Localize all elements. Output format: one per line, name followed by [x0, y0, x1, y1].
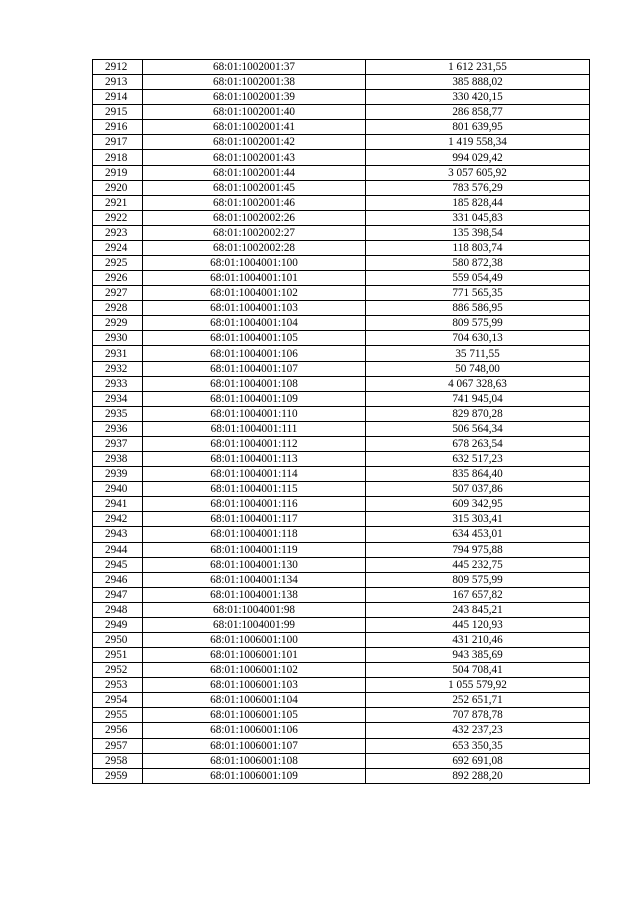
row-number-cell: 2923 [93, 225, 143, 240]
table-row [93, 271, 590, 286]
cadastral-value-cell: 943 385,69 [366, 648, 590, 663]
table-row [93, 753, 590, 768]
cadastral-number-cell: 68:01:1002001:37 [143, 60, 366, 75]
row-number-cell: 2915 [93, 105, 143, 120]
cadastral-number-cell: 68:01:1004001:103 [143, 301, 366, 316]
cadastral-number-cell: 68:01:1006001:109 [143, 768, 366, 783]
row-number-cell: 2935 [93, 406, 143, 421]
table-row [93, 180, 590, 195]
cadastral-value-cell: 135 398,54 [366, 225, 590, 240]
table-row [93, 768, 590, 783]
row-number-cell: 2938 [93, 452, 143, 467]
cadastral-number-cell: 68:01:1004001:119 [143, 542, 366, 557]
row-number-cell: 2932 [93, 361, 143, 376]
cadastral-number-cell: 68:01:1006001:101 [143, 648, 366, 663]
row-number-cell: 2921 [93, 195, 143, 210]
cadastral-value-cell: 330 420,15 [366, 90, 590, 105]
cadastral-value-cell: 835 864,40 [366, 467, 590, 482]
cadastral-value-cell: 185 828,44 [366, 195, 590, 210]
cadastral-value-cell: 4 067 328,63 [366, 376, 590, 391]
cadastral-number-cell: 68:01:1004001:116 [143, 497, 366, 512]
cadastral-value-cell: 809 575,99 [366, 572, 590, 587]
row-number-cell: 2930 [93, 331, 143, 346]
cadastral-number-cell: 68:01:1004001:110 [143, 406, 366, 421]
table-row [93, 482, 590, 497]
cadastral-number-cell: 68:01:1002001:43 [143, 150, 366, 165]
table-row [93, 60, 590, 75]
table-row [93, 723, 590, 738]
table-row [93, 436, 590, 451]
row-number-cell: 2947 [93, 587, 143, 602]
table-row [93, 256, 590, 271]
cadastral-number-cell: 68:01:1002002:28 [143, 240, 366, 255]
cadastral-number-cell: 68:01:1004001:102 [143, 286, 366, 301]
row-number-cell: 2950 [93, 632, 143, 647]
cadastral-value-cell: 432 237,23 [366, 723, 590, 738]
cadastral-value-cell: 678 263,54 [366, 436, 590, 451]
table-row [93, 708, 590, 723]
cadastral-value-cell: 609 342,95 [366, 497, 590, 512]
table-row [93, 572, 590, 587]
table-row [93, 632, 590, 647]
cadastral-value-cell: 315 303,41 [366, 512, 590, 527]
cadastral-number-cell: 68:01:1002001:38 [143, 75, 366, 90]
table-row [93, 361, 590, 376]
cadastral-number-cell: 68:01:1002001:42 [143, 135, 366, 150]
row-number-cell: 2936 [93, 421, 143, 436]
cadastral-value-cell: 1 419 558,34 [366, 135, 590, 150]
cadastral-number-cell: 68:01:1006001:100 [143, 632, 366, 647]
cadastral-value-cell: 801 639,95 [366, 120, 590, 135]
cadastral-number-cell: 68:01:1002002:27 [143, 225, 366, 240]
table-row [93, 225, 590, 240]
table-row [93, 301, 590, 316]
cadastral-number-cell: 68:01:1004001:114 [143, 467, 366, 482]
row-number-cell: 2954 [93, 693, 143, 708]
table-row [93, 587, 590, 602]
row-number-cell: 2929 [93, 316, 143, 331]
row-number-cell: 2955 [93, 708, 143, 723]
cadastral-value-cell: 167 657,82 [366, 587, 590, 602]
row-number-cell: 2958 [93, 753, 143, 768]
row-number-cell: 2945 [93, 557, 143, 572]
cadastral-number-cell: 68:01:1002001:39 [143, 90, 366, 105]
cadastral-value-cell: 507 037,86 [366, 482, 590, 497]
cadastral-value-cell: 809 575,99 [366, 316, 590, 331]
cadastral-value-cell: 252 651,71 [366, 693, 590, 708]
cadastral-value-cell: 653 350,35 [366, 738, 590, 753]
cadastral-value-cell: 286 858,77 [366, 105, 590, 120]
cadastral-number-cell: 68:01:1004001:106 [143, 346, 366, 361]
row-number-cell: 2927 [93, 286, 143, 301]
row-number-cell: 2959 [93, 768, 143, 783]
cadastral-number-cell: 68:01:1004001:130 [143, 557, 366, 572]
cadastral-value-cell: 506 564,34 [366, 421, 590, 436]
row-number-cell: 2916 [93, 120, 143, 135]
table-row [93, 467, 590, 482]
table-row [93, 150, 590, 165]
cadastral-number-cell: 68:01:1002001:46 [143, 195, 366, 210]
row-number-cell: 2951 [93, 648, 143, 663]
cadastral-value-cell: 445 120,93 [366, 617, 590, 632]
row-number-cell: 2948 [93, 602, 143, 617]
row-number-cell: 2919 [93, 165, 143, 180]
row-number-cell: 2926 [93, 271, 143, 286]
cadastral-value-cell: 1 055 579,92 [366, 678, 590, 693]
cadastral-number-cell: 68:01:1006001:108 [143, 753, 366, 768]
cadastral-number-cell: 68:01:1004001:101 [143, 271, 366, 286]
cadastral-number-cell: 68:01:1004001:113 [143, 452, 366, 467]
table-row [93, 421, 590, 436]
table-row [93, 738, 590, 753]
row-number-cell: 2939 [93, 467, 143, 482]
row-number-cell: 2922 [93, 210, 143, 225]
cadastral-value-cell: 886 586,95 [366, 301, 590, 316]
table-row [93, 602, 590, 617]
cadastral-number-cell: 68:01:1002001:41 [143, 120, 366, 135]
cadastral-value-cell: 704 630,13 [366, 331, 590, 346]
cadastral-value-cell: 783 576,29 [366, 180, 590, 195]
table-row [93, 331, 590, 346]
cadastral-number-cell: 68:01:1004001:118 [143, 527, 366, 542]
table-row [93, 512, 590, 527]
cadastral-value-cell: 829 870,28 [366, 406, 590, 421]
cadastral-value-cell: 741 945,04 [366, 391, 590, 406]
table-row [93, 557, 590, 572]
table-row [93, 663, 590, 678]
cadastral-value-cell: 243 845,21 [366, 602, 590, 617]
table-row [93, 376, 590, 391]
row-number-cell: 2931 [93, 346, 143, 361]
cadastral-value-cell: 385 888,02 [366, 75, 590, 90]
row-number-cell: 2953 [93, 678, 143, 693]
table-row [93, 678, 590, 693]
row-number-cell: 2933 [93, 376, 143, 391]
cadastral-number-cell: 68:01:1002001:45 [143, 180, 366, 195]
cadastral-value-cell: 994 029,42 [366, 150, 590, 165]
cadastral-value-cell: 445 232,75 [366, 557, 590, 572]
cadastral-value-cell: 559 054,49 [366, 271, 590, 286]
cadastral-value-cell: 632 517,23 [366, 452, 590, 467]
table-row [93, 120, 590, 135]
cadastral-value-cell: 50 748,00 [366, 361, 590, 376]
cadastral-number-cell: 68:01:1006001:104 [143, 693, 366, 708]
row-number-cell: 2928 [93, 301, 143, 316]
cadastral-number-cell: 68:01:1002001:44 [143, 165, 366, 180]
row-number-cell: 2918 [93, 150, 143, 165]
row-number-cell: 2934 [93, 391, 143, 406]
table-row [93, 240, 590, 255]
cadastral-number-cell: 68:01:1006001:105 [143, 708, 366, 723]
cadastral-value-cell: 431 210,46 [366, 632, 590, 647]
table-body [93, 60, 590, 784]
cadastral-number-cell: 68:01:1006001:106 [143, 723, 366, 738]
row-number-cell: 2943 [93, 527, 143, 542]
table-row [93, 391, 590, 406]
cadastral-number-cell: 68:01:1006001:103 [143, 678, 366, 693]
cadastral-value-cell: 794 975,88 [366, 542, 590, 557]
cadastral-value-table [92, 59, 590, 784]
row-number-cell: 2912 [93, 60, 143, 75]
cadastral-number-cell: 68:01:1004001:115 [143, 482, 366, 497]
row-number-cell: 2914 [93, 90, 143, 105]
cadastral-value-cell: 35 711,55 [366, 346, 590, 361]
cadastral-number-cell: 68:01:1004001:112 [143, 436, 366, 451]
row-number-cell: 2942 [93, 512, 143, 527]
row-number-cell: 2917 [93, 135, 143, 150]
table-row [93, 75, 590, 90]
table-row [93, 497, 590, 512]
cadastral-number-cell: 68:01:1002001:40 [143, 105, 366, 120]
table-row [93, 286, 590, 301]
cadastral-value-cell: 771 565,35 [366, 286, 590, 301]
table-row [93, 165, 590, 180]
row-number-cell: 2944 [93, 542, 143, 557]
table-row [93, 105, 590, 120]
table-row [93, 135, 590, 150]
table-row [93, 527, 590, 542]
row-number-cell: 2925 [93, 256, 143, 271]
row-number-cell: 2924 [93, 240, 143, 255]
cadastral-number-cell: 68:01:1004001:98 [143, 602, 366, 617]
cadastral-value-cell: 692 691,08 [366, 753, 590, 768]
table-row [93, 90, 590, 105]
table-row [93, 542, 590, 557]
cadastral-value-cell: 1 612 231,55 [366, 60, 590, 75]
cadastral-number-cell: 68:01:1006001:102 [143, 663, 366, 678]
cadastral-number-cell: 68:01:1004001:109 [143, 391, 366, 406]
table-row [93, 346, 590, 361]
row-number-cell: 2941 [93, 497, 143, 512]
row-number-cell: 2956 [93, 723, 143, 738]
cadastral-number-cell: 68:01:1006001:107 [143, 738, 366, 753]
row-number-cell: 2920 [93, 180, 143, 195]
cadastral-value-cell: 707 878,78 [366, 708, 590, 723]
cadastral-number-cell: 68:01:1004001:99 [143, 617, 366, 632]
cadastral-value-cell: 118 803,74 [366, 240, 590, 255]
cadastral-number-cell: 68:01:1004001:111 [143, 421, 366, 436]
cadastral-value-cell: 331 045,83 [366, 210, 590, 225]
cadastral-number-cell: 68:01:1004001:117 [143, 512, 366, 527]
row-number-cell: 2952 [93, 663, 143, 678]
table-row [93, 693, 590, 708]
table-row [93, 452, 590, 467]
row-number-cell: 2946 [93, 572, 143, 587]
cadastral-number-cell: 68:01:1004001:104 [143, 316, 366, 331]
table-row [93, 316, 590, 331]
table-row [93, 617, 590, 632]
cadastral-value-cell: 892 288,20 [366, 768, 590, 783]
cadastral-number-cell: 68:01:1004001:138 [143, 587, 366, 602]
cadastral-number-cell: 68:01:1004001:134 [143, 572, 366, 587]
cadastral-number-cell: 68:01:1004001:100 [143, 256, 366, 271]
table-row [93, 195, 590, 210]
table-row [93, 406, 590, 421]
row-number-cell: 2913 [93, 75, 143, 90]
cadastral-number-cell: 68:01:1004001:105 [143, 331, 366, 346]
row-number-cell: 2937 [93, 436, 143, 451]
table-row [93, 648, 590, 663]
row-number-cell: 2940 [93, 482, 143, 497]
cadastral-value-cell: 504 708,41 [366, 663, 590, 678]
row-number-cell: 2957 [93, 738, 143, 753]
table-row [93, 210, 590, 225]
cadastral-number-cell: 68:01:1004001:107 [143, 361, 366, 376]
cadastral-value-cell: 3 057 605,92 [366, 165, 590, 180]
cadastral-number-cell: 68:01:1002002:26 [143, 210, 366, 225]
row-number-cell: 2949 [93, 617, 143, 632]
cadastral-value-cell: 634 453,01 [366, 527, 590, 542]
cadastral-number-cell: 68:01:1004001:108 [143, 376, 366, 391]
cadastral-value-cell: 580 872,38 [366, 256, 590, 271]
